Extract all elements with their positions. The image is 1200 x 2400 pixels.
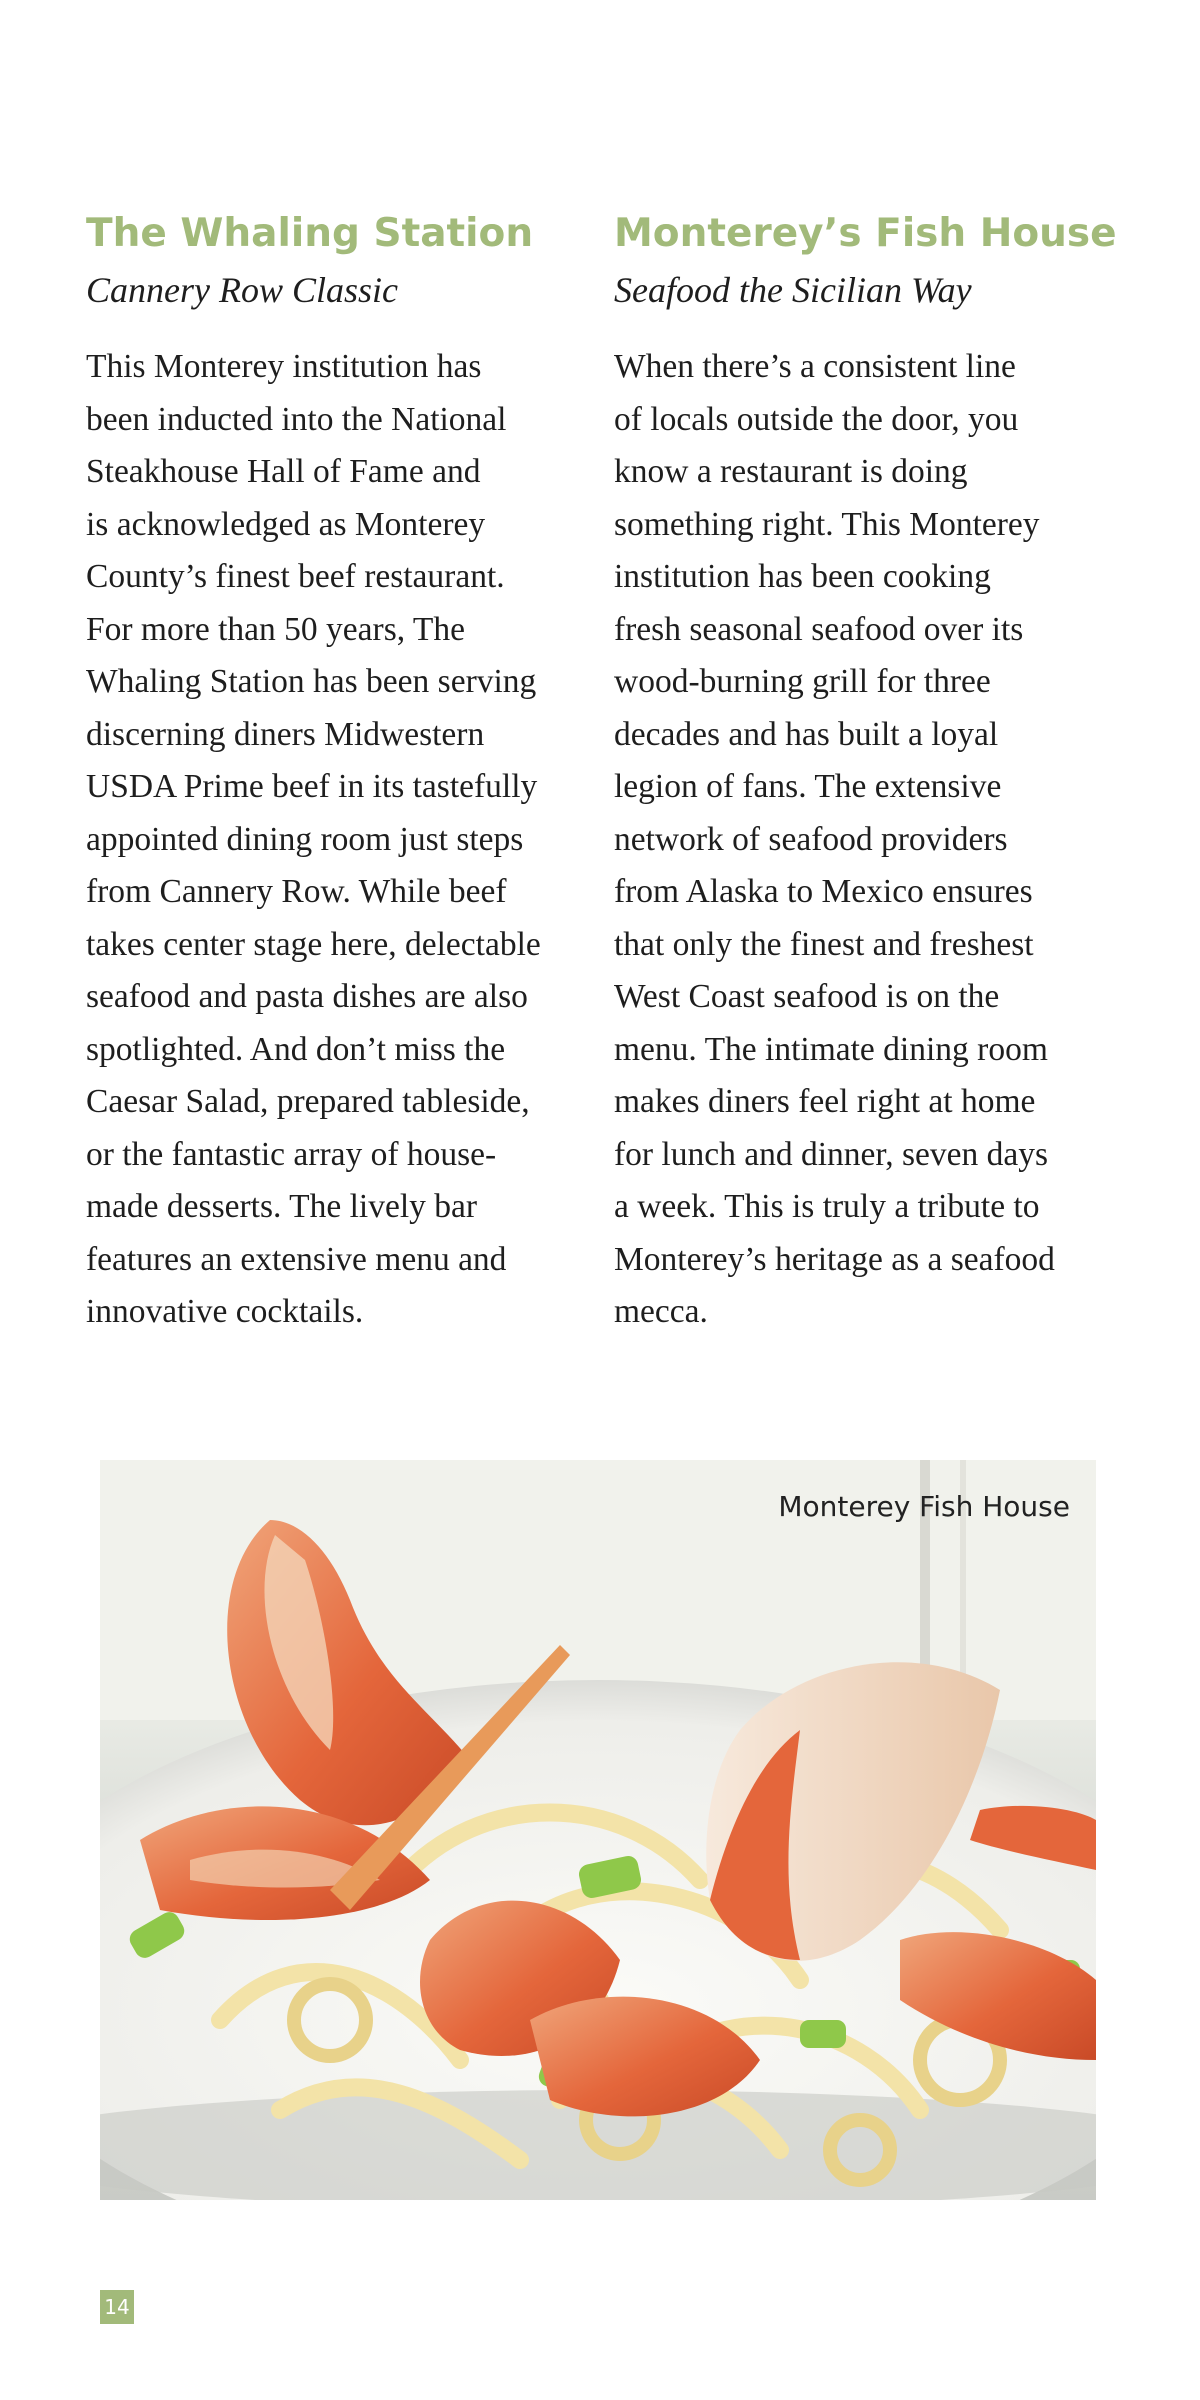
body-line: a week. This is truly a tribute to: [614, 1188, 1040, 1225]
body-line: takes center stage here, delectable: [86, 925, 541, 963]
body-line: made desserts. The lively bar: [86, 1188, 478, 1225]
body-line: This Monterey institution has: [86, 348, 482, 385]
body-line: fresh seasonal seafood over its: [614, 610, 1024, 648]
body-line: wood-burning grill for three: [614, 663, 991, 700]
body-line: appointed dining room just steps: [86, 820, 524, 858]
body-line: for lunch and dinner, seven days: [614, 1135, 1049, 1173]
body-line: Caesar Salad, prepared tableside,: [86, 1083, 530, 1120]
body-line: something right. This Monterey: [614, 505, 1040, 543]
body-line: menu. The intimate dining room: [614, 1030, 1048, 1068]
article-fish-house: [614, 205, 1124, 1339]
article-subtitle: Cannery Row Classic: [86, 270, 398, 310]
body-line: Steakhouse Hall of Fame and: [86, 453, 481, 490]
photo-caption: Monterey Fish House: [778, 1490, 1070, 1523]
body-line: institution has been cooking: [614, 558, 991, 595]
article-title: The Whaling Station: [86, 211, 534, 256]
article-subtitle: Seafood the Sicilian Way: [614, 270, 972, 310]
body-line: or the fantastic array of house-: [86, 1135, 497, 1173]
article-body: [614, 341, 1124, 1339]
body-line: legion of fans. The extensive: [614, 768, 1002, 805]
body-line: been inducted into the National: [86, 400, 507, 438]
article-body: [86, 341, 586, 1339]
body-line: West Coast seafood is on the: [614, 978, 1000, 1015]
body-line: spotlighted. And don’t miss the: [86, 1030, 506, 1068]
page-number-badge: 14: [100, 2290, 134, 2324]
seafood-pasta-photo: [100, 1460, 1096, 2200]
body-line: discerning diners Midwestern: [86, 715, 485, 753]
article-whaling-station: [86, 205, 586, 1339]
body-line: For more than 50 years, The: [86, 610, 465, 648]
body-line: seafood and pasta dishes are also: [86, 978, 528, 1015]
body-line: features an extensive menu and: [86, 1240, 507, 1278]
body-line: from Alaska to Mexico ensures: [614, 873, 1033, 910]
body-line: network of seafood providers: [614, 820, 1008, 858]
body-line: mecca.: [614, 1293, 708, 1330]
body-line: makes diners feel right at home: [614, 1083, 1036, 1120]
body-line: is acknowledged as Monterey: [86, 505, 486, 543]
body-line: County’s finest beef restaurant.: [86, 558, 505, 595]
body-line: Monterey’s heritage as a seafood: [614, 1240, 1055, 1278]
body-line: USDA Prime beef in its tastefully: [86, 768, 538, 805]
body-line: from Cannery Row. While beef: [86, 873, 507, 910]
article-title: Monterey’s Fish House: [614, 211, 1117, 256]
body-line: of locals outside the door, you: [614, 400, 1019, 438]
body-line: Whaling Station has been serving: [86, 663, 537, 700]
body-line: innovative cocktails.: [86, 1293, 364, 1330]
body-line: When there’s a consistent line: [614, 348, 1016, 385]
crab-pasta-illustration: [100, 1460, 1096, 2200]
body-line: decades and has built a loyal: [614, 715, 999, 753]
body-line: know a restaurant is doing: [614, 453, 968, 490]
body-line: that only the finest and freshest: [614, 925, 1034, 963]
